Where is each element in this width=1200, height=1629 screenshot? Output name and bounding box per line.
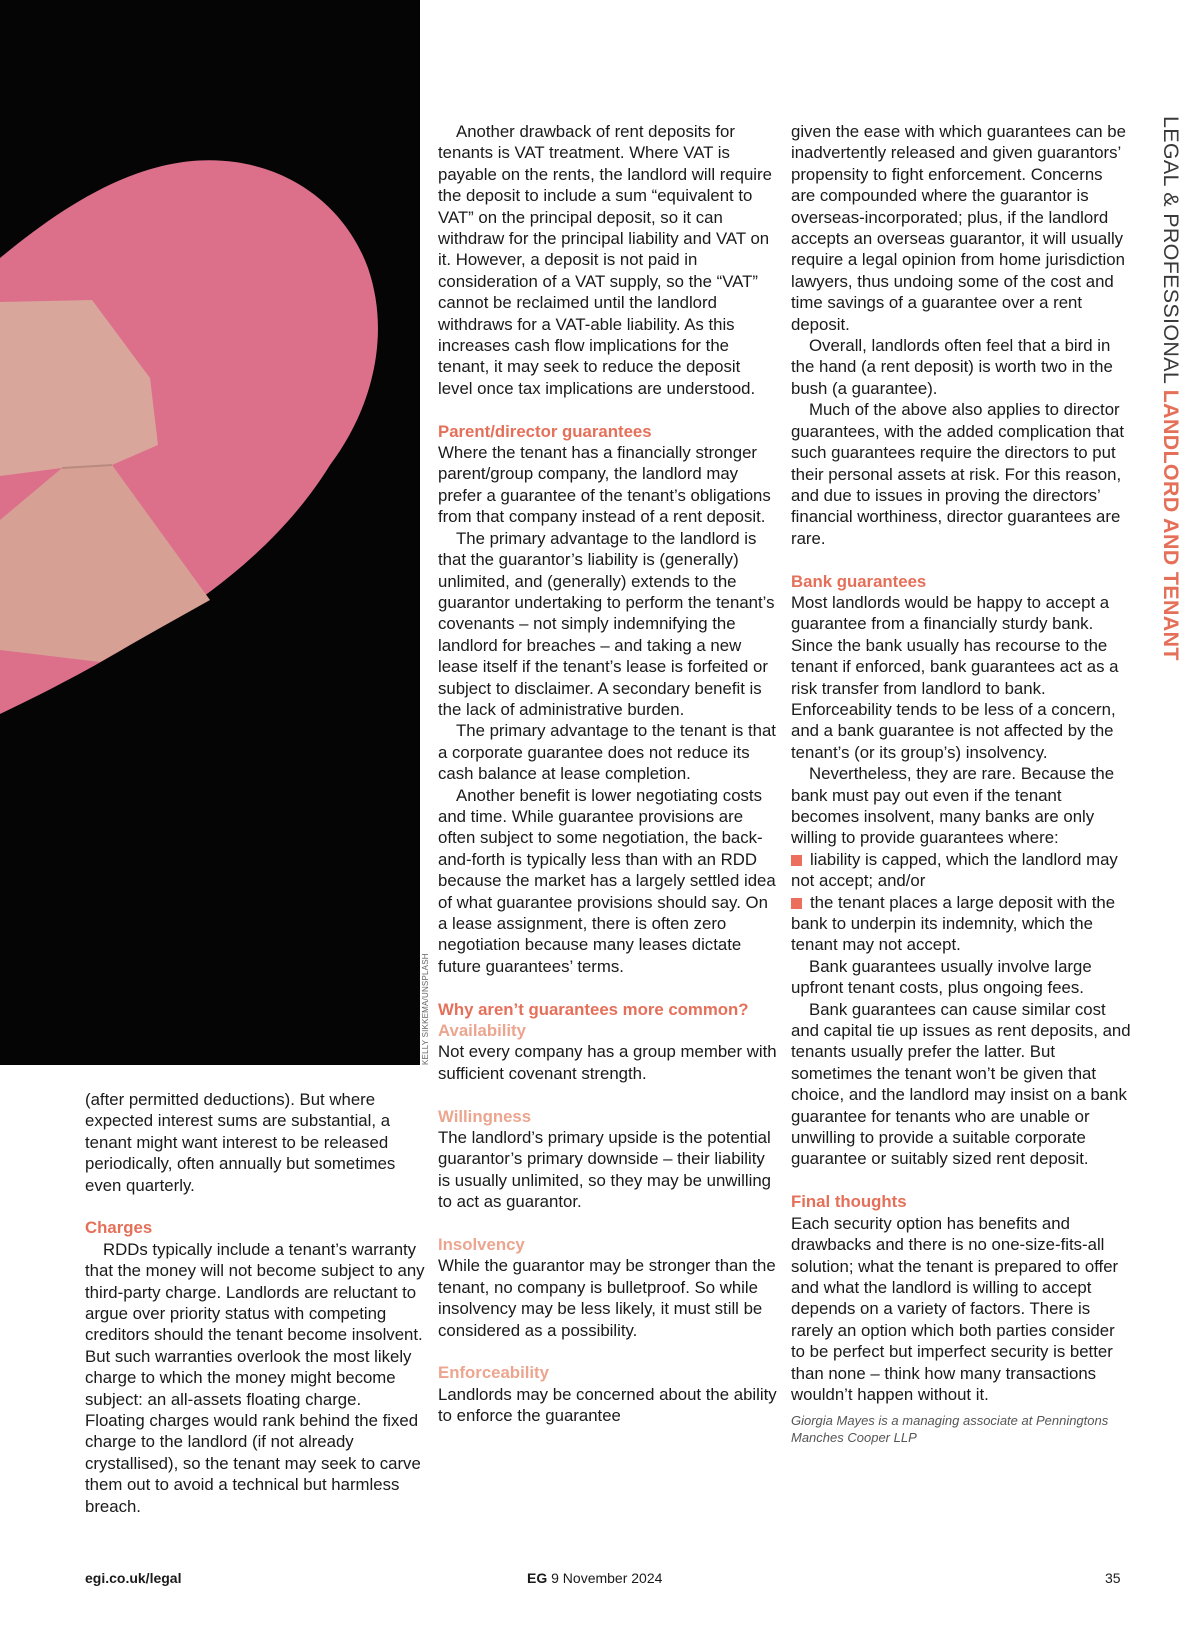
section-gap	[791, 549, 1131, 570]
photo-credit: KELLY SIKKEMA/UNSPLASH	[421, 953, 430, 1065]
section-gap	[438, 977, 778, 998]
section-gap	[438, 1341, 778, 1362]
section-gap	[438, 399, 778, 420]
paragraph: Much of the above also applies to director guarantees, with the added complication that such guarantees require the directors to put their personal assets at risk. For this reason, and due to issues in proving the directors’ financial worthiness, director guarantees are rare.	[791, 400, 1125, 548]
section-gap	[438, 1084, 778, 1105]
subheading: Why aren’t guarantees more common?	[438, 999, 749, 1019]
paragraph: Bank guarantees can cause similar cost and capital tie up issues as rent deposits, and tenants usually prefer the latter. But sometimes the tenant won’t be given that choice, and the landlord may insist on a bank guarantee for tenants who are unable or unwilling to provide a suitable corporate guarantee or suitably sized rent deposit.	[791, 999, 1131, 1169]
footer-url: egi.co.uk/legal	[85, 1570, 182, 1586]
section-title: LANDLORD AND TENANT	[1159, 389, 1183, 661]
hero-photo	[0, 0, 420, 1065]
paragraph: Most landlords would be happy to accept a guarantee from a financially sturdy bank. Since the bank usually has recourse to the tenant if enforced, bank guarantees act as a risk transfer from landlord to bank. Enforceability tends to be less of a concern, and a bank guarantee is not affected by the tenant’s (or its group’s) insolvency.	[791, 592, 1119, 762]
column-right	[791, 121, 1131, 1446]
paragraph: given the ease with which guarantees can be inadvertently released and given guarantors’ propensity to fight enforcement. Concerns are compounded where the guarantor is overseas-incorporated; plus, if the landlord accepts an overseas guarantor, it will usually require a legal opinion from home jurisdiction lawyers, thus undoing some of the cost and time savings of a guarantee over a rent deposit.	[791, 122, 1126, 334]
footer-date: 9 November 2024	[551, 1570, 663, 1586]
bullet-square-icon	[791, 898, 802, 909]
subheading: Insolvency	[438, 1235, 525, 1255]
subheading: Bank guarantees	[791, 571, 927, 591]
subheading: Charges	[85, 1218, 153, 1238]
paragraph: The primary advantage to the tenant is that a corporate guarantee does not reduce its cash balance at lease completion.	[438, 721, 776, 784]
section-prefix: LEGAL & PROFESSIONAL	[1159, 116, 1183, 384]
paragraph: The primary advantage to the landlord is that the guarantor’s liability is (generally) unlimited, and (generally) extends to the guarantor undertaking to perform the tenant’s covenants – not simply indemnifying the landlord for breaches – and taking a new lease itself if the tenant’s lease is forfeited or subject to disclaimer. A secondary benefit is the lack of administrative burden.	[438, 528, 775, 719]
paragraph: (after permitted deductions). But where expected interest sums are substantial, a tenant might want interest to be released periodically, often annually but sometimes even quarterly.	[85, 1090, 396, 1195]
paragraph: Where the tenant has a financially stronger parent/group company, the landlord may prefer a guarantee of the tenant’s obligations from that company instead of a rent deposit.	[438, 443, 771, 527]
paragraph: Overall, landlords often feel that a bird in the hand (a rent deposit) is worth two in the bush (a guarantee).	[791, 336, 1113, 398]
subheading: Willingness	[438, 1106, 532, 1126]
column-middle	[438, 121, 778, 1427]
bullet-item	[791, 849, 1131, 892]
paragraph: The landlord’s primary upside is the potential guarantor’s primary downside – their liability is usually unlimited, so they may be unwilling to act as guarantor.	[438, 1128, 771, 1212]
paragraph: Nevertheless, they are rare. Because the bank must pay out even if the tenant becomes insolvent, many banks are only willing to provide guarantees where:	[791, 764, 1115, 848]
subheading: Parent/director guarantees	[438, 421, 652, 441]
paragraph: Another drawback of rent deposits for tenants is VAT treatment. Where VAT is payable on the rents, the landlord will require the deposit to include a sum “equivalent to VAT” on the principal deposit, so it can withdraw for the principal liability and VAT on it. However, a deposit is not paid in consideration of a VAT supply, so the “VAT” cannot be reclaimed until the landlord withdraws for a VAT-able liability. As this increases cash flow implications for the tenant, it may seek to reduce the deposit level once tax implications are understood.	[438, 122, 772, 398]
section-gap	[438, 1213, 778, 1234]
section-label	[1155, 116, 1183, 661]
paragraph: Not every company has a group member with sufficient covenant strength.	[438, 1042, 777, 1083]
paragraph: RDDs typically include a tenant’s warranty that the money will not become subject to any third-party charge. Landlords are reluctant to argue over priority status with competing creditors should the tenant become insolvent. But such warranties overlook the most likely charge to which the money might become subject: an all-assets floating charge. Floating charges would rank behind the fixed charge to the landlord (if not already crystallised), so the tenant may seek to carve them out to avoid a technical but harmless breach.	[85, 1239, 425, 1516]
section-gap	[791, 1170, 1131, 1191]
page-number: 35	[1105, 1570, 1121, 1586]
footer-brand: EG	[527, 1570, 548, 1586]
subheading: Final thoughts	[791, 1192, 907, 1212]
subheading: Availability	[438, 1021, 526, 1041]
heart-illustration	[0, 0, 420, 1065]
footer-issue	[527, 1570, 662, 1586]
paragraph: Bank guarantees usually involve large upfront tenant costs, plus ongoing fees.	[791, 956, 1092, 998]
bullet-item	[791, 892, 1131, 956]
paragraph: Each security option has benefits and drawbacks and there is no one-size-fits-all solution; what the tenant is prepared to offer and what the landlord is willing to accept depends on a variety of factors. There is rarely an option which both parties consider to be perfect but imperfect security is better than none – think how many transactions wouldn’t happen without it.	[791, 1213, 1119, 1404]
column-left	[85, 1089, 425, 1517]
paragraph: While the guarantor may be stronger than the tenant, no company is bulletproof. So while insolvency may be less likely, it must still be considered as a possibility.	[438, 1256, 776, 1340]
section-gap	[85, 1196, 425, 1217]
paragraph: Another benefit is lower negotiating costs and time. While guarantee provisions are often subject to some negotiation, the back-and-forth is typically less than with an RDD because the market has a largely settled idea of what guarantee provisions should say. On a lease assignment, there is often zero negotiation because many leases dictate future guarantees’ terms.	[438, 785, 776, 976]
bullet-text: liability is capped, which the landlord may not accept; and/or	[791, 849, 1118, 891]
paragraph: Landlords may be concerned about the ability to enforce the guarantee	[438, 1384, 777, 1426]
bullet-square-icon	[791, 855, 802, 866]
bullet-text: the tenant places a large deposit with the bank to underpin its indemnity, which the tenant may not accept.	[791, 892, 1116, 955]
subheading: Enforceability	[438, 1363, 549, 1383]
author-byline: Giorgia Mayes is a managing associate at Penningtons Manches Cooper LLP	[791, 1413, 1109, 1446]
